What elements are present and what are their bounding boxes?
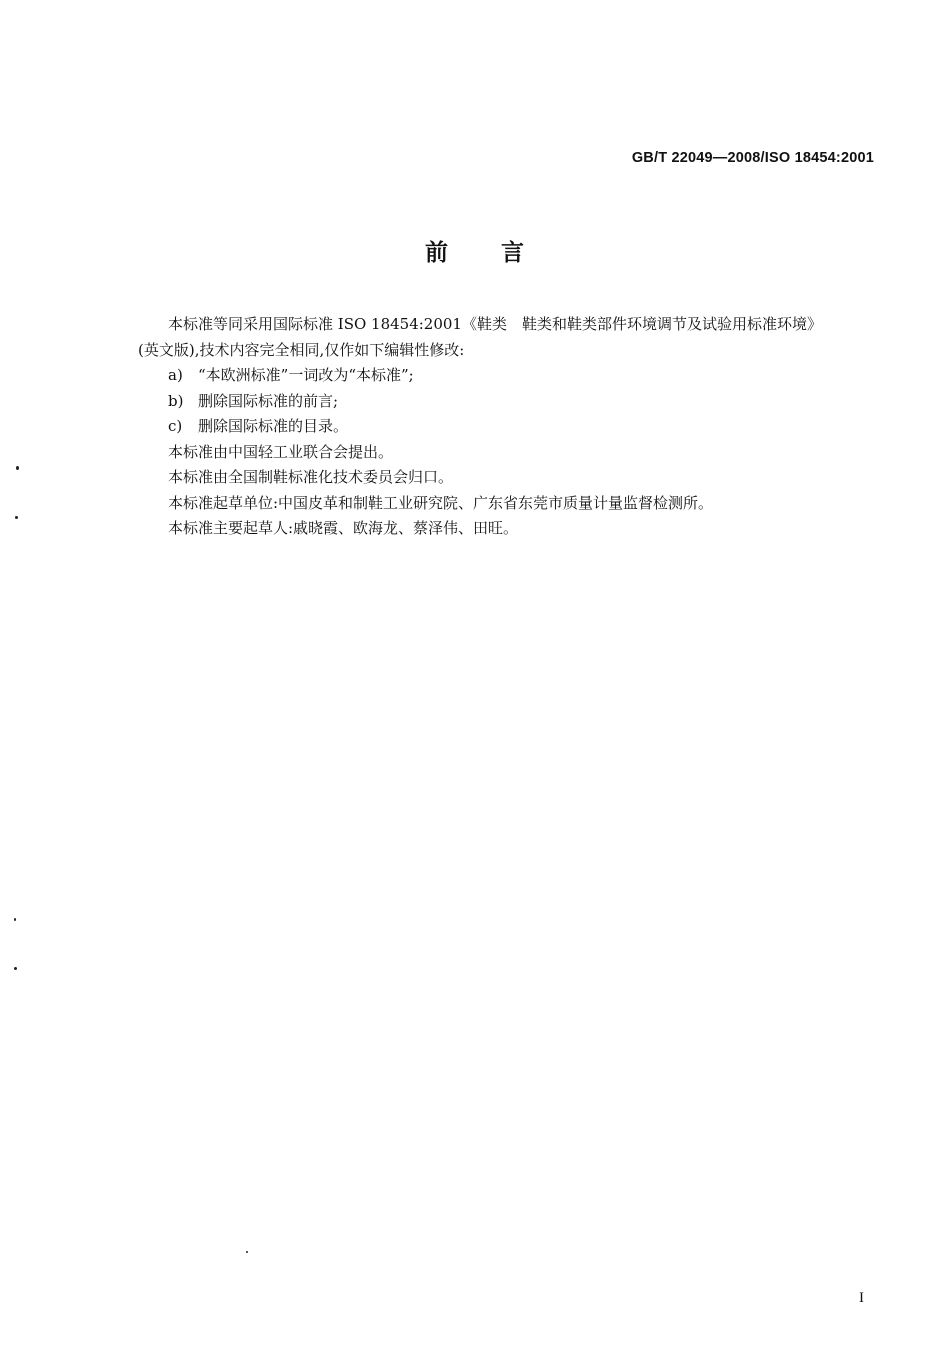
list-item-text: 删除国际标准的目录。 xyxy=(198,417,349,435)
title-char-2: 言 xyxy=(501,240,525,266)
list-item xyxy=(138,363,888,389)
scan-speck xyxy=(246,1251,248,1253)
list-item-text: 删除国际标准的前言; xyxy=(198,391,339,410)
list-marker: c) xyxy=(168,417,183,435)
list-item xyxy=(138,389,888,415)
page-number: I xyxy=(859,1290,864,1306)
proposer-paragraph: 本标准由中国轻工业联合会提出。 xyxy=(168,442,394,461)
list-item xyxy=(138,414,888,440)
scan-speck xyxy=(14,967,17,970)
list-marker: b) xyxy=(168,391,184,410)
scan-speck xyxy=(15,516,18,519)
intro-paragraph-line-2: (英文版),技术内容完全相同,仅作如下编辑性修改: xyxy=(138,340,465,359)
intro-paragraph-line-1: 本标准等同采用国际标准 ISO 18454:2001《鞋类 鞋类和鞋类部件环境调节及试验用标准环境》 xyxy=(168,315,822,333)
centralized-paragraph: 本标准由全国制鞋标准化技术委员会归口。 xyxy=(168,468,454,486)
list-marker: a) xyxy=(168,366,183,384)
drafting-units-paragraph: 本标准起草单位:中国皮革和制鞋工业研究院、广东省东莞市质量计量监督检测所。 xyxy=(168,493,714,512)
scan-speck xyxy=(14,918,16,921)
page-title xyxy=(0,234,950,267)
drafters-paragraph: 本标准主要起草人:戚晓霞、欧海龙、蔡泽伟、田旺。 xyxy=(168,519,519,537)
title-char-1: 前 xyxy=(425,240,449,266)
foreword-body xyxy=(138,312,888,542)
list-item-text: “本欧洲标准”一词改为“本标准”; xyxy=(198,366,414,384)
standard-code: GB/T 22049—2008/ISO 18454:2001 xyxy=(631,150,874,166)
scan-speck xyxy=(16,466,19,470)
